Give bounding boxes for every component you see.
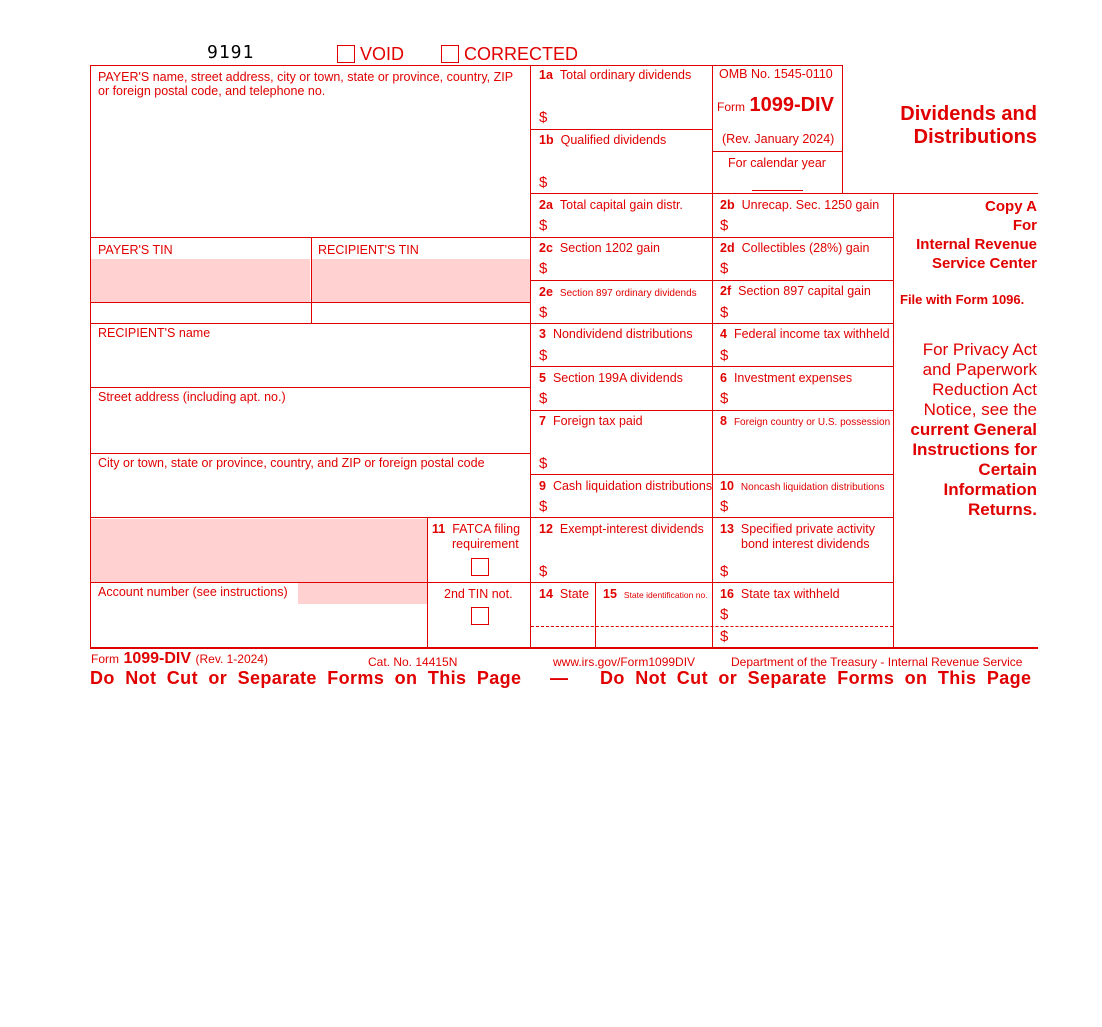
calendar-year-label: For calendar year xyxy=(728,156,826,170)
box-2d-dollar: $ xyxy=(720,260,729,277)
box-10-label: 10 Noncash liquidation distributions xyxy=(720,479,885,493)
box-10-dollar: $ xyxy=(720,498,729,515)
footer-form-name: Form 1099-DIV (Rev. 1-2024) xyxy=(91,650,268,667)
void-label: VOID xyxy=(360,44,405,64)
payer-name-label: PAYER'S name, street address, city or town, state or province, country, ZIP xyxy=(98,70,514,84)
second-tin-checkbox[interactable] xyxy=(471,607,489,625)
recipient-tin-label: RECIPIENT'S TIN xyxy=(318,243,419,257)
street-address-label: Street address (including apt. no.) xyxy=(98,390,286,404)
account-shade xyxy=(91,519,427,582)
box-9-dollar: $ xyxy=(539,498,548,515)
box-7-dollar: $ xyxy=(539,455,548,472)
box-11-label: 11 FATCA filing xyxy=(432,522,521,536)
recipient-name-label: RECIPIENT'S name xyxy=(98,326,211,340)
copy-a-title: Copy A xyxy=(985,198,1037,215)
box-2b-dollar: $ xyxy=(720,217,729,234)
omb-form-name: Form 1099-DIV xyxy=(717,94,834,116)
form-title-line-2: Distributions xyxy=(913,126,1037,148)
do-not-cut-right: Do Not Cut or Separate Forms on This Page xyxy=(600,668,1032,688)
box-5-label: 5 Section 199A dividends xyxy=(539,371,683,385)
box-16-label: 16 State tax withheld xyxy=(720,587,840,601)
box-11-label-2: requirement xyxy=(452,537,519,551)
box-16-dollar-2: $ xyxy=(720,628,729,645)
privacy-line-7: Certain xyxy=(978,460,1037,479)
omb-rev: (Rev. January 2024) xyxy=(722,132,835,146)
box-7-label: 7 Foreign tax paid xyxy=(539,414,643,428)
box-2e-label: 2e Section 897 ordinary dividends xyxy=(539,285,697,299)
box-12-label: 12 Exempt-interest dividends xyxy=(539,522,704,536)
fatca-checkbox[interactable] xyxy=(471,558,489,576)
privacy-line-4: Notice, see the xyxy=(923,400,1037,419)
do-not-cut-dash: — xyxy=(550,668,568,688)
box-2d-label: 2d Collectibles (28%) gain xyxy=(720,241,870,255)
box-2f-dollar: $ xyxy=(720,304,729,321)
box-13-label-2: bond interest dividends xyxy=(741,537,870,551)
corrected-checkbox[interactable] xyxy=(441,45,459,63)
box-13-dollar: $ xyxy=(720,563,729,580)
privacy-line-1: For Privacy Act xyxy=(922,340,1037,359)
payer-name-label-2: or foreign postal code, and telephone no. xyxy=(98,84,326,98)
account-number-label: Account number (see instructions) xyxy=(98,585,288,599)
box-12-dollar: $ xyxy=(539,563,548,580)
omb-number: OMB No. 1545-0110 xyxy=(719,67,833,81)
box-6-dollar: $ xyxy=(720,390,729,407)
box-2a-dollar: $ xyxy=(539,217,548,234)
privacy-line-3: Reduction Act xyxy=(932,380,1037,399)
footer-dept: Department of the Treasury - Internal Revenue Service xyxy=(731,655,1023,669)
copy-a-service: Service Center xyxy=(931,255,1037,272)
box-2f-label: 2f Section 897 capital gain xyxy=(720,284,871,298)
box-8-label: 8 Foreign country or U.S. possession xyxy=(720,414,891,428)
file-with-label: File with Form 1096. xyxy=(900,292,1025,307)
form-title-line-1: Dividends and xyxy=(900,103,1037,125)
privacy-line-8: Information xyxy=(943,480,1037,499)
box-1b-dollar: $ xyxy=(539,174,548,191)
void-checkbox[interactable] xyxy=(337,45,355,63)
box-2a-label: 2a Total capital gain distr. xyxy=(539,198,683,212)
privacy-line-2: and Paperwork xyxy=(922,360,1037,379)
footer-cat-no: Cat. No. 14415N xyxy=(368,655,458,669)
box-15-label: 15 State identification no. xyxy=(603,587,708,601)
privacy-line-5: current General xyxy=(910,420,1037,439)
copy-a-irs: Internal Revenue xyxy=(916,236,1037,253)
box-16-dollar: $ xyxy=(720,606,729,623)
box-6-label: 6 Investment expenses xyxy=(720,371,853,385)
box-4-dollar: $ xyxy=(720,347,729,364)
box-14-label: 14 State xyxy=(539,587,590,601)
city-label: City or town, state or province, country, and ZIP or foreign postal code xyxy=(98,456,485,470)
privacy-line-9: Returns. xyxy=(968,500,1037,519)
box-1a-label: 1a Total ordinary dividends xyxy=(539,68,692,82)
corrected-label: CORRECTED xyxy=(464,44,579,64)
box-5-dollar: $ xyxy=(539,390,548,407)
privacy-notice xyxy=(910,340,1037,520)
box-2e-dollar: $ xyxy=(539,304,548,321)
payer-tin-shade xyxy=(91,259,310,302)
privacy-line-6: Instructions for xyxy=(912,440,1037,459)
form-title xyxy=(900,103,1037,149)
do-not-cut-left: Do Not Cut or Separate Forms on This Page xyxy=(90,668,522,688)
account-number-shade xyxy=(298,583,428,604)
box-13-label: 13 Specified private activity xyxy=(720,522,875,536)
copy-a-block xyxy=(916,197,1037,273)
box-3-dollar: $ xyxy=(539,347,548,364)
second-tin-label: 2nd TIN not. xyxy=(444,587,513,601)
box-9-label: 9 Cash liquidation distributions xyxy=(539,479,713,493)
box-3-label: 3 Nondividend distributions xyxy=(539,327,693,341)
footer-url: www.irs.gov/Form1099DIV xyxy=(553,655,696,669)
form-code: 9191 xyxy=(207,42,255,63)
box-4-label: 4 Federal income tax withheld xyxy=(720,327,890,341)
recipient-tin-shade xyxy=(312,259,531,302)
payer-tin-label: PAYER'S TIN xyxy=(98,243,173,257)
box-2c-dollar: $ xyxy=(539,260,548,277)
box-1b-label: 1b Qualified dividends xyxy=(539,133,667,147)
box-2b-label: 2b Unrecap. Sec. 1250 gain xyxy=(720,198,880,212)
copy-a-for: For xyxy=(1012,217,1037,234)
box-2c-label: 2c Section 1202 gain xyxy=(539,241,660,255)
box-1a-dollar: $ xyxy=(539,109,548,126)
